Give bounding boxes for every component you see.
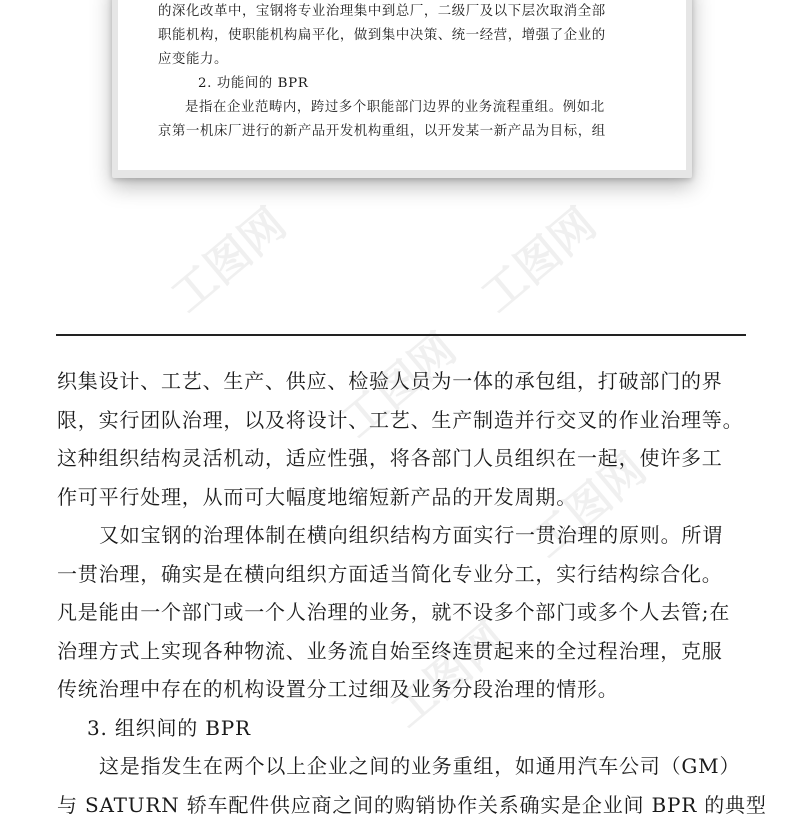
body-line: 凡是能由一个部门或一个人治理的业务，就不设多个部门或多个人去管;在 (57, 593, 757, 632)
body-line: 这是指发生在两个以上企业之间的业务重组，如通用汽车公司（GM） (57, 747, 757, 786)
body-line: 织集设计、工艺、生产、供应、检验人员为一体的承包组，打破部门的界 (57, 362, 757, 401)
watermark: 工图网 (515, 435, 657, 569)
body-line: 限，实行团队治理，以及将设计、工艺、生产制造并行交叉的作业治理等。 (57, 401, 757, 440)
preview-line: 是指在企业范畴内，跨过多个职能部门边界的业务流程重组。例如北 (158, 96, 648, 120)
watermark: 工图网 (375, 605, 517, 739)
watermark: 工图网 (155, 190, 297, 324)
preview-heading: 2. 功能间的 BPR (158, 72, 648, 96)
section-heading: 3. 组织间的 BPR (57, 709, 757, 748)
divider-rule (56, 334, 746, 336)
page-preview-text (158, 0, 648, 144)
page-preview-card (118, 0, 686, 170)
body-line: 治理方式上实现各种物流、业务流自始至终连贯起来的全过程治理，克服 (57, 632, 757, 671)
body-line: 一贯治理，确实是在横向组织方面适当简化专业分工，实行结构综合化。 (57, 555, 757, 594)
preview-line: 职能机构，使职能机构扁平化，做到集中决策、统一经营，增强了企业的 (158, 24, 648, 48)
watermark: 工图网 (465, 190, 607, 324)
document-body (57, 362, 757, 824)
preview-line: 京第一机床厂进行的新产品开发机构重组，以开发某一新产品为目标，组 (158, 120, 648, 144)
preview-line: 应变能力。 (158, 48, 648, 72)
body-line: 传统治理中存在的机构设置分工过细及业务分段治理的情形。 (57, 670, 757, 709)
preview-line: 的深化改革中，宝钢将专业治理集中到总厂，二级厂及以下层次取消全部 (158, 0, 648, 24)
body-line: 又如宝钢的治理体制在横向组织结构方面实行一贯治理的原则。所谓 (57, 516, 757, 555)
body-line: 与 SATURN 轿车配件供应商之间的购销协作关系确实是企业间 BPR 的典型 (57, 786, 757, 824)
watermark: 工图网 (325, 315, 467, 449)
body-line: 这种组织结构灵活机动，适应性强，将各部门人员组织在一起，使许多工 (57, 439, 757, 478)
body-line: 作可平行处理，从而可大幅度地缩短新产品的开发周期。 (57, 478, 757, 517)
